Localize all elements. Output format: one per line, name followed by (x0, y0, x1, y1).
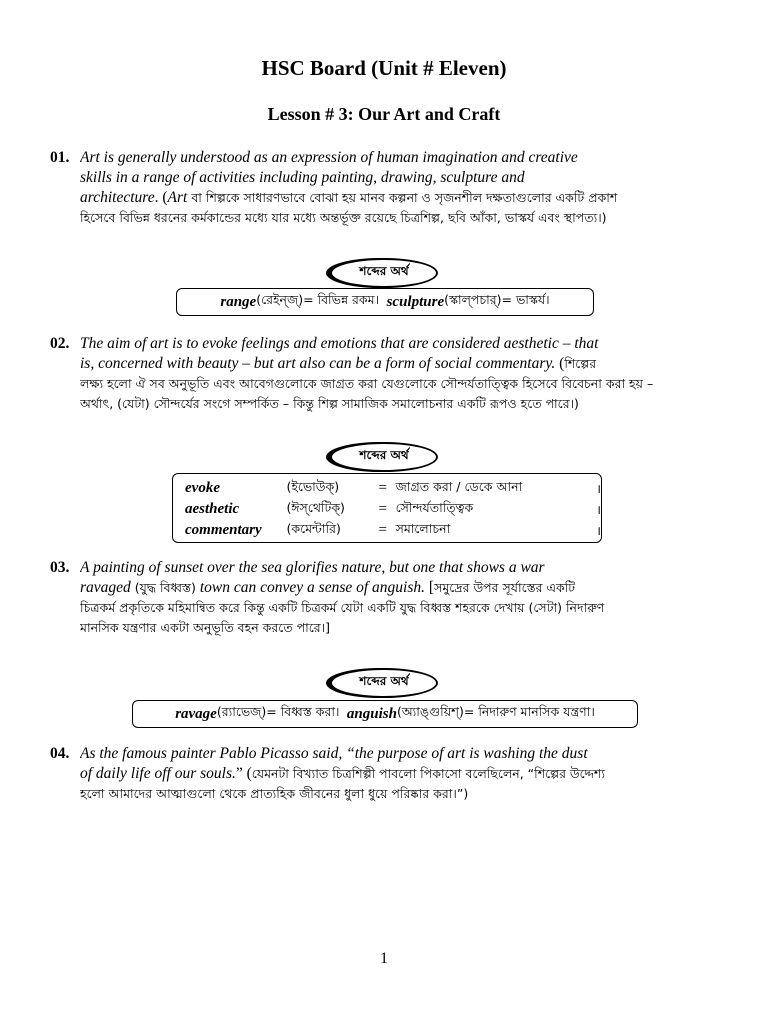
vocab-word: sculpture (386, 293, 445, 310)
english-text: architecture (80, 189, 155, 206)
bengali-text: যেমনটা বিখ্যাত চিত্রশিল্পী পাবলো পিকাসো বলেছিলেন, “শিল্পের উদ্দেশ্য (251, 766, 605, 781)
vocab-eq: = (378, 480, 387, 496)
vocab-word: range (220, 293, 257, 310)
bengali-text: হলো আমাদের আত্মাগুলো থেকে প্রাত্যহিক জীবনের ধুলা ধুয়ে পরিষ্কার করা।”) (80, 786, 469, 801)
english-text: ravaged (80, 579, 131, 596)
vocab-row (185, 499, 601, 520)
vocab-mean: সৌন্দর্যতাত্ত্বিক (395, 499, 474, 515)
vocab-eq: = (378, 522, 387, 538)
english-text: Art (167, 189, 188, 206)
paragraph-line (80, 744, 690, 764)
bengali-text: হিসেবে বিভিন্ন ধরনের কর্মকান্ডের মধ্যে যার মধ্যে অন্তর্ভূক্ত রয়েছে চিত্রশিল্প, ছবি আঁকা, ভাস্কর্য এবং স্থাপত্য।) (80, 210, 607, 225)
paragraph-line (80, 618, 690, 638)
vocab-word: ravage (175, 705, 217, 722)
vocabulary-box-02 (172, 473, 602, 543)
english-text: ” ( (235, 765, 252, 782)
paragraph-line (80, 168, 690, 188)
paragraph-line (80, 334, 690, 354)
vocabulary-box-03 (132, 700, 638, 728)
bengali-text: লক্ষ্য হলো ঐ সব অনুভূতি এবং আবেগগুলোকে জাগ্রত করা যেগুলোকে সৌন্দর্যতাত্ত্বিক হিসেবে বিবেচনা করা হয় – (80, 376, 654, 391)
paragraph-02 (50, 334, 690, 414)
paragraph-line (80, 578, 690, 598)
bengali-text: (যুদ্ধ বিধ্বস্ত) (130, 580, 200, 595)
page-title: HSC Board (Unit # Eleven) (261, 56, 507, 80)
vocab-pron: (ইভোউক্‌) (286, 478, 340, 494)
paragraph-line (80, 784, 690, 804)
english-text: Art is generally understood as an expression of human imagination and creative (80, 149, 578, 166)
vocab-dari: । (596, 502, 601, 517)
vocab-word: anguish (346, 705, 397, 722)
paragraph-number: 03. (50, 559, 70, 576)
paragraph-line (80, 598, 690, 618)
vocab-dari: । (596, 523, 601, 538)
bengali-text: চিত্রকর্ম প্রকৃতিকে মহিমান্বিত করে কিন্তু একটি চিত্রকর্ম যেটা একটি যুদ্ধ বিধ্বস্ত শহরকে দেখায় (সেটা) নিদারুণ (80, 600, 605, 615)
word-meaning-badge: শব্দের অর্থ (330, 668, 438, 698)
english-text: A painting of sunset over the sea glorifies nature, but one that shows a war (80, 559, 545, 576)
paragraph-01 (50, 148, 690, 228)
vocab-meaning: = বিভিন্ন রকম। (303, 292, 380, 307)
vocabulary-box-01 (176, 288, 594, 316)
paragraph-03 (50, 558, 690, 638)
vocab-mean: সমালোচনা (395, 520, 451, 536)
word-meaning-badge: শব্দের অর্থ (330, 442, 438, 472)
paragraph-line (80, 148, 690, 168)
paragraph-number: 02. (50, 335, 70, 352)
paragraph-line (80, 188, 690, 208)
vocab-word: commentary (185, 522, 262, 538)
bengali-text: শিল্পের (564, 356, 597, 371)
vocab-dari: । (596, 481, 601, 496)
vocab-pronunciation: (রেইন্‌জ্‌) (256, 292, 304, 307)
vocab-meaning: = নিদারুণ মানসিক যন্ত্রণা। (463, 704, 595, 719)
word-meaning-badge: শব্দের অর্থ (330, 258, 438, 288)
english-text: As the famous painter Pablo Picasso said, “the purpose of art is washing the dust (80, 745, 588, 762)
vocab-meaning: = ভাস্কর্য। (501, 292, 550, 307)
paragraph-line (80, 208, 690, 228)
vocab-meaning: = বিধ্বস্ত করা। (266, 704, 340, 719)
vocab-row (185, 478, 601, 499)
vocab-mean: জাগ্রত করা / ডেকে আনা (395, 478, 523, 494)
vocab-pronunciation: (স্কাল্‌পচার্‌) (444, 292, 502, 307)
paragraph-line (80, 764, 690, 784)
english-text: ( (555, 355, 565, 372)
english-text: The aim of art is to evoke feelings and emotions that are considered aesthetic – that (80, 335, 599, 352)
paragraph-line (80, 558, 690, 578)
english-text: town can convey a sense of anguish. (199, 579, 426, 596)
english-text: [ (425, 579, 435, 596)
vocab-row (185, 520, 601, 541)
vocab-pron: (কমেন্টারি) (286, 520, 341, 536)
lesson-title: Lesson # 3: Our Art and Craft (267, 104, 501, 124)
vocab-eq: = (378, 501, 387, 517)
vocab-table (185, 478, 601, 541)
english-text: of daily life off our souls. (80, 765, 236, 782)
vocab-word: evoke (185, 480, 220, 496)
vocab-pronunciation: (অ্যাঙ্গুয়িশ্‌) (396, 704, 464, 719)
bengali-text: বা শিল্পকে সাধারণভাবে বোঝা হয় মানব কল্পনা ও সৃজনশীল দক্ষতাগুলোর একটি প্রকাশ (187, 190, 618, 205)
vocab-word: aesthetic (185, 501, 240, 517)
bengali-text: মানসিক যন্ত্রণার একটা অনুভূতি বহন করতে পারে।] (80, 620, 330, 635)
paragraph-number: 04. (50, 745, 70, 762)
bengali-text: অর্থাৎ, (যেটা) সৌন্দর্যের সংগে সম্পর্কিত – কিন্তু শিল্প সামাজিক সমালোচনার একটি রূপও হতে পারে।) (80, 396, 579, 411)
english-text: . ( (154, 189, 168, 206)
paragraph-number: 01. (50, 149, 70, 166)
bengali-text: সমুদ্রের উপর সূর্যাস্তের একটি (434, 580, 576, 595)
paragraph-line (80, 394, 690, 414)
vocab-pron: (ঈস্‌থেটিক্‌) (286, 499, 345, 515)
english-text: is, concerned with beauty – but art also can be a form of social commentary. (80, 355, 556, 372)
page-number: 1 (380, 950, 388, 967)
paragraph-line (80, 374, 690, 394)
english-text: skills in a range of activities including painting, drawing, sculpture and (80, 169, 525, 186)
vocab-pronunciation: (র‍্যাভেজ্‌) (216, 704, 267, 719)
paragraph-line (80, 354, 690, 374)
paragraph-04 (50, 744, 690, 804)
